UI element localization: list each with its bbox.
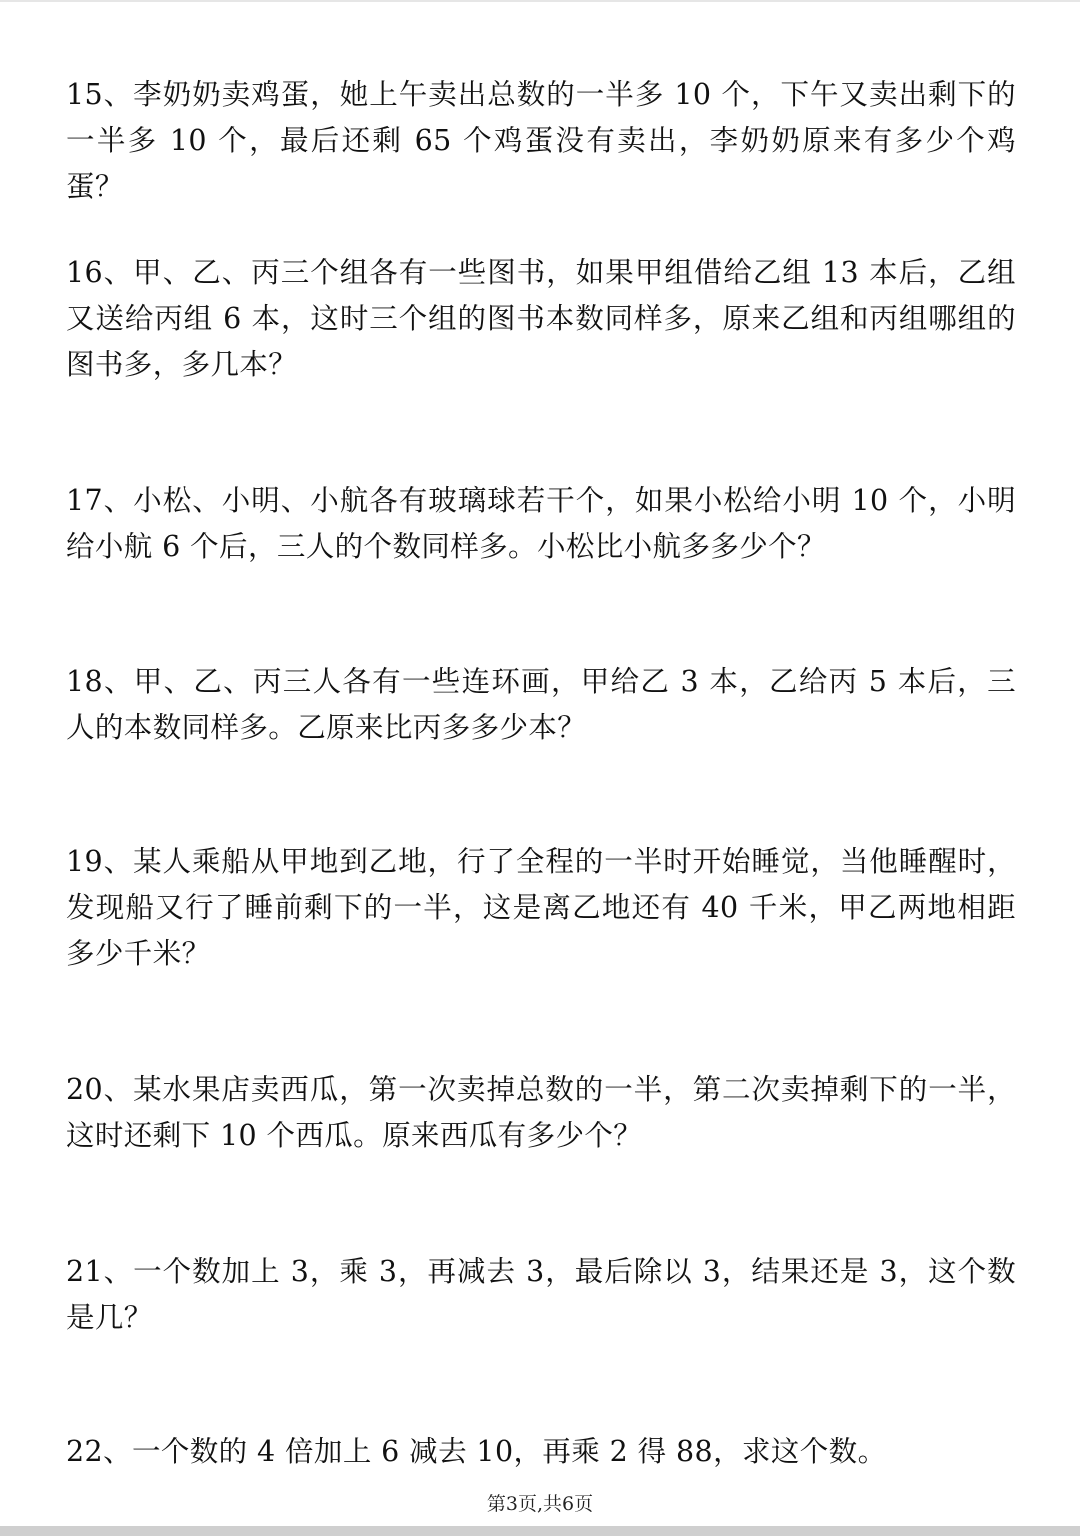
question-18: 18、甲、乙、丙三人各有一些连环画，甲给乙 3 本，乙给丙 5 本后，三人的本数同样多。乙原来比丙多多少本？ — [66, 665, 1016, 744]
question-16: 16、甲、乙、丙三个组各有一些图书，如果甲组借给乙组 13 本后，乙组又送给丙组 6 本，这时三个组的图书本数同样多，原来乙组和丙组哪组的图书多，多几本？ — [66, 256, 1016, 381]
question-21: 21、一个数加上 3，乘 3，再减去 3，最后除以 3，结果还是 3，这个数是几？ — [66, 1255, 1016, 1334]
question-15: 15、李奶奶卖鸡蛋，她上午卖出总数的一半多 10 个，下午又卖出剩下的一半多 10 个，最后还剩 65 个鸡蛋没有卖出，李奶奶原来有多少个鸡蛋？ — [66, 78, 1016, 203]
question-22: 22、一个数的 4 倍加上 6 减去 10，再乘 2 得 88，求这个数。 — [66, 1435, 887, 1468]
page-number-footer: 第3页,共6页 — [486, 1493, 594, 1515]
bottom-scroll-band — [0, 1526, 1080, 1536]
question-20: 20、某水果店卖西瓜，第一次卖掉总数的一半，第二次卖掉剩下的一半，这时还剩下 10 个西瓜。原来西瓜有多少个？ — [66, 1073, 1016, 1152]
question-19: 19、某人乘船从甲地到乙地，行了全程的一半时开始睡觉，当他睡醒时，发现船又行了睡前剩下的一半，这是离乙地还有 40 千米，甲乙两地相距多少千米？ — [66, 845, 1016, 970]
question-17: 17、小松、小明、小航各有玻璃球若干个，如果小松给小明 10 个，小明给小航 6 个后，三人的个数同样多。小松比小航多多少个？ — [66, 484, 1016, 563]
